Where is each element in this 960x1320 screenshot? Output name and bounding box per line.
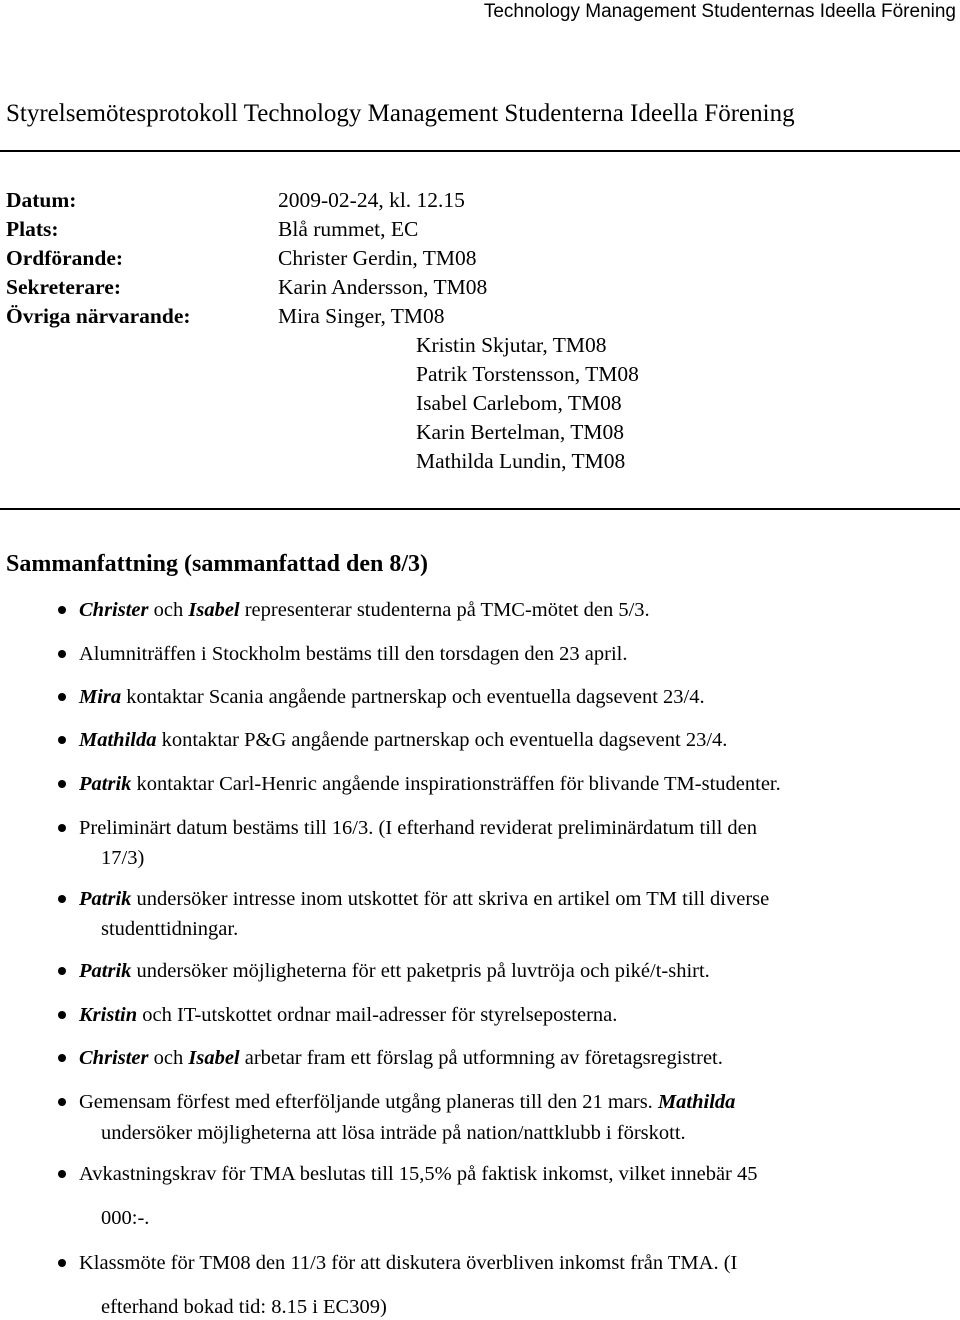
- title-divider: [0, 150, 960, 152]
- attendee: Patrik Torstensson, TM08: [416, 362, 639, 386]
- item-text: [79, 886, 769, 912]
- bullet-icon: [58, 1098, 66, 1106]
- bullet-icon: [58, 967, 66, 975]
- bullet-icon: [58, 824, 66, 832]
- date-label: Datum:: [6, 188, 77, 212]
- secretary-value: Karin Andersson, TM08: [278, 275, 488, 299]
- text-segment: och: [148, 599, 189, 621]
- bullet-icon: [58, 650, 66, 658]
- text-segment: undersöker möjligheterna för ett paketpris på luvtröja och piké/t-shirt.: [131, 960, 710, 982]
- bullet-icon: [58, 1054, 66, 1062]
- attendee: Mira Singer, TM08: [278, 304, 445, 328]
- person-name: Christer: [79, 1047, 149, 1069]
- item-text-continued: efterhand bokad tid: 8.15 i EC309): [101, 1296, 387, 1318]
- place-value: Blå rummet, EC: [278, 217, 419, 241]
- item-text: [79, 684, 705, 710]
- item-text-continued: undersöker möjligheterna att lösa inträde på nation/nattklubb i förskott.: [101, 1122, 686, 1144]
- item-text: Preliminärt datum bestäms till 16/3. (I efterhand reviderat preliminärdatum till den: [79, 817, 758, 839]
- bullet-icon: [58, 780, 66, 788]
- text-segment: och IT-utskottet ordnar mail-adresser för styrelseposterna.: [137, 1004, 618, 1026]
- attendee: Kristin Skjutar, TM08: [416, 333, 607, 357]
- person-name: Patrik: [79, 773, 132, 795]
- text-segment: undersöker intresse inom utskottet för att skriva en artikel om TM till diverse: [131, 888, 770, 910]
- person-name: Isabel: [188, 599, 240, 621]
- bullet-icon: [58, 1259, 66, 1267]
- summary-title: Sammanfattning (sammanfattad den 8/3): [6, 551, 429, 577]
- text-segment: kontaktar P&G angående partnerskap och eventuella dagsevent 23/4.: [156, 729, 728, 751]
- chair-label: Ordförande:: [6, 246, 124, 270]
- person-name: Patrik: [79, 888, 132, 910]
- person-name: Isabel: [188, 1047, 240, 1069]
- section-divider: [0, 508, 960, 510]
- item-text-continued: 000:-.: [101, 1207, 150, 1229]
- date-value: 2009-02-24, kl. 12.15: [278, 188, 465, 212]
- attendee: Mathilda Lundin, TM08: [416, 449, 626, 473]
- person-name: Christer: [79, 599, 149, 621]
- item-text: Klassmöte för TM08 den 11/3 för att diskutera överbliven inkomst från TMA. (I: [79, 1252, 738, 1274]
- text-segment: kontaktar Carl-Henric angående inspirationsträffen för blivande TM-studenter.: [131, 773, 781, 795]
- item-text: [79, 771, 781, 797]
- text-segment: och: [148, 1047, 189, 1069]
- person-name: Patrik: [79, 960, 132, 982]
- person-name: Mathilda: [79, 729, 157, 751]
- bullet-icon: [58, 895, 66, 903]
- item-text: [79, 1045, 723, 1071]
- person-name: Mathilda: [657, 1091, 736, 1113]
- item-text-continued: studenttidningar.: [101, 918, 239, 940]
- person-name: Mira: [79, 686, 122, 708]
- others-label: Övriga närvarande:: [6, 304, 191, 328]
- person-name: Kristin: [79, 1004, 138, 1026]
- attendee: Isabel Carlebom, TM08: [416, 391, 622, 415]
- text-segment: representerar studenterna på TMC-mötet den 5/3.: [239, 599, 650, 621]
- bullet-icon: [58, 693, 66, 701]
- place-label: Plats:: [6, 217, 59, 241]
- secretary-label: Sekreterare:: [6, 275, 122, 299]
- attendee: Karin Bertelman, TM08: [416, 420, 624, 444]
- item-text: [79, 1089, 735, 1115]
- bullet-icon: [58, 606, 66, 614]
- bullet-icon: [58, 1011, 66, 1019]
- item-text: [79, 597, 650, 623]
- item-text: Avkastningskrav för TMA beslutas till 15,5% på faktisk inkomst, vilket innebär 45: [79, 1163, 758, 1185]
- chair-value: Christer Gerdin, TM08: [278, 246, 477, 270]
- item-text: [79, 1002, 617, 1028]
- bullet-icon: [58, 736, 66, 744]
- text-segment: Gemensam förfest med efterföljande utgång planeras till den 21 mars.: [79, 1091, 658, 1113]
- item-text-continued: 17/3): [101, 847, 145, 869]
- text-segment: arbetar fram ett förslag på utformning av företagsregistret.: [239, 1047, 723, 1069]
- item-text: Alumniträffen i Stockholm bestäms till den torsdagen den 23 april.: [79, 643, 628, 665]
- item-text: [79, 727, 727, 753]
- bullet-icon: [58, 1170, 66, 1178]
- item-text: [79, 958, 710, 984]
- running-header: Technology Management Studenternas Ideella Förening: [483, 1, 956, 22]
- document-title: Styrelsemötesprotokoll Technology Management Studenterna Ideella Förening: [6, 100, 795, 127]
- text-segment: kontaktar Scania angående partnerskap och eventuella dagsevent 23/4.: [121, 686, 705, 708]
